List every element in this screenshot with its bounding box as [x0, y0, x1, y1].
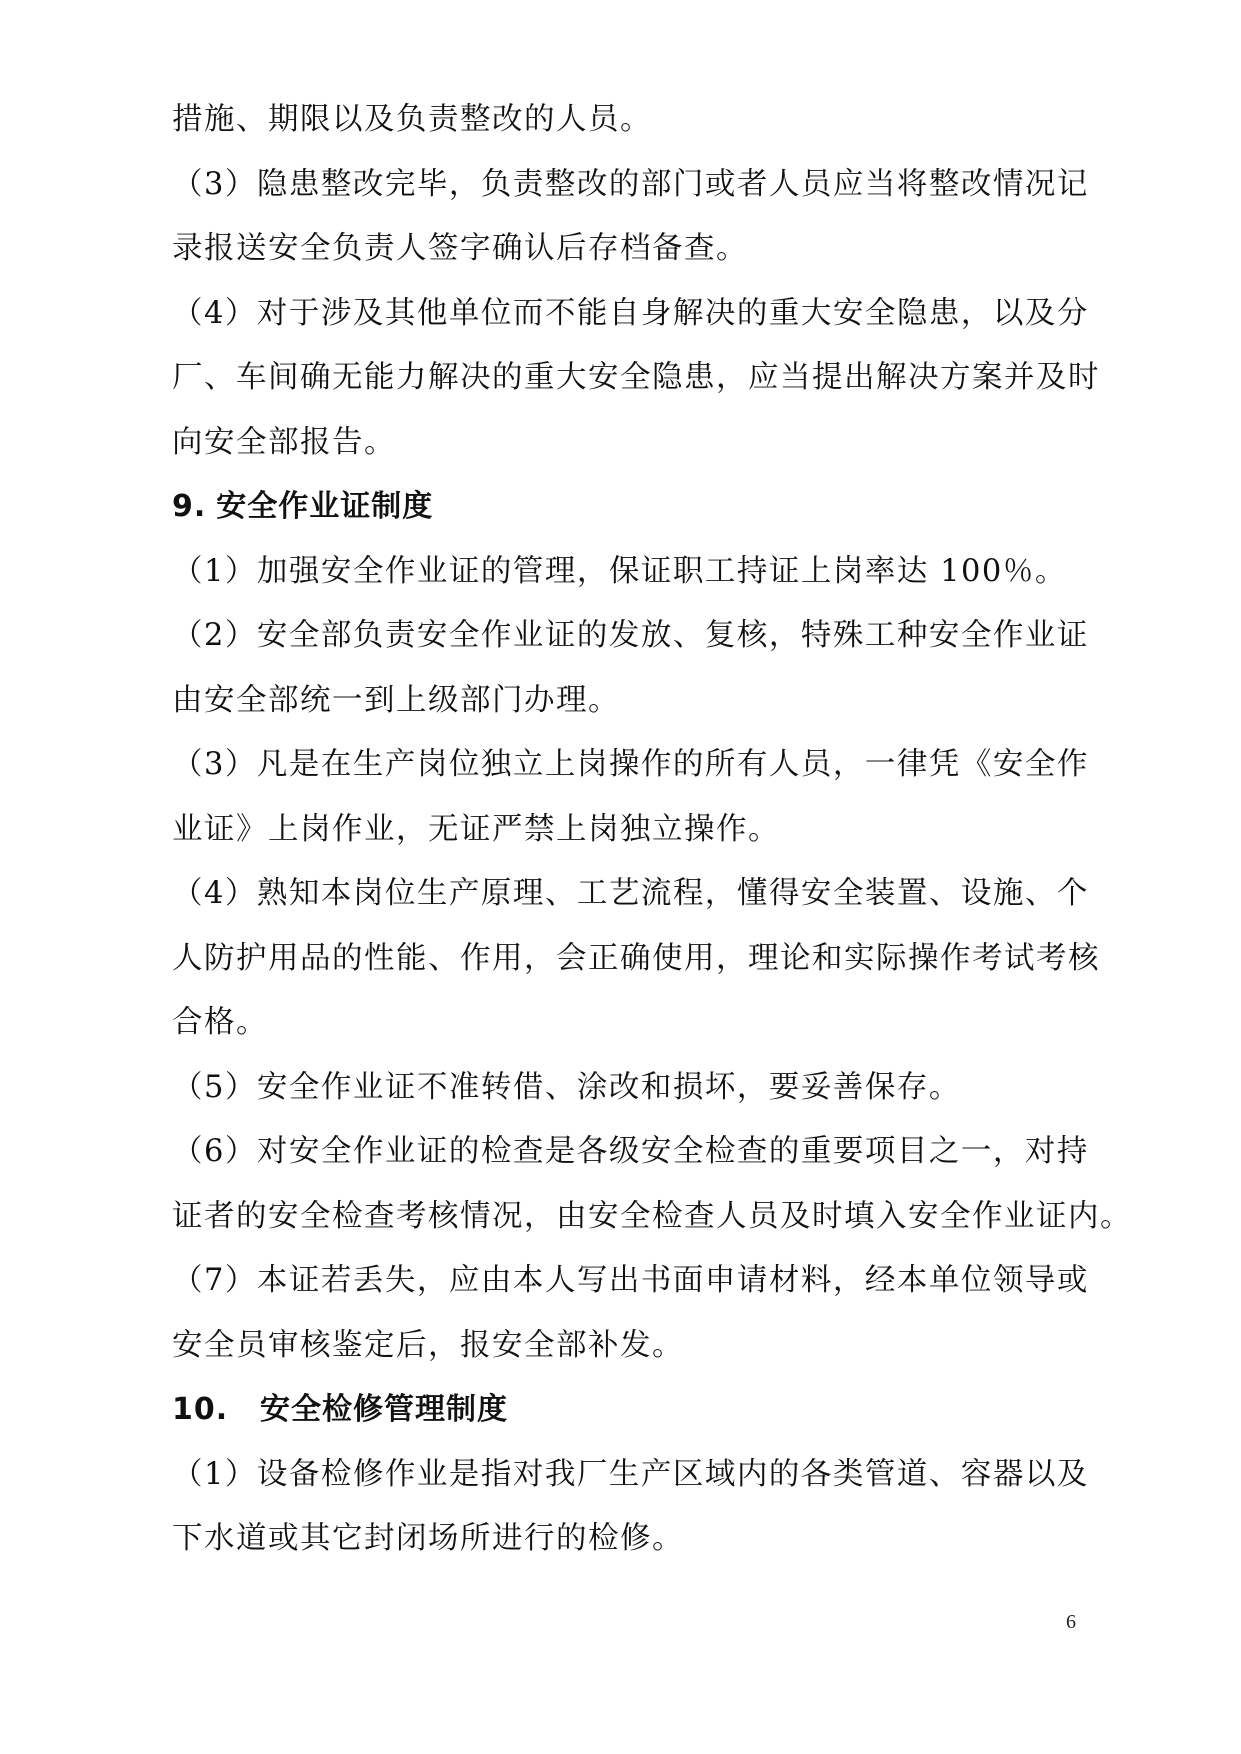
body-line: 合格。 — [172, 1005, 268, 1040]
body-line: （6）对安全作业证的检查是各级安全检查的重要项目之一，对持 — [172, 1134, 1089, 1169]
body-line: 措施、期限以及负责整改的人员。 — [172, 102, 652, 137]
body-line: （7）本证若丢失，应由本人写出书面申请材料，经本单位领导或 — [172, 1263, 1089, 1298]
section-title: 安全检修管理制度 — [260, 1392, 508, 1427]
document-body — [172, 88, 1132, 1572]
page-number: 6 — [1066, 1611, 1076, 1633]
body-line: （3）隐患整改完毕，负责整改的部门或者人员应当将整改情况记 — [172, 166, 1089, 202]
body-line: （2）安全部负责安全作业证的发放、复核，特殊工种安全作业证 — [172, 618, 1089, 653]
section-heading-9 — [172, 475, 1088, 540]
body-line: 业证》上岗作业，无证严禁上岗独立操作。 — [172, 811, 780, 847]
body-line: 下水道或其它封闭场所进行的检修。 — [172, 1521, 684, 1556]
body-line: （1）设备检修作业是指对我厂生产区域内的各类管道、容器以及 — [172, 1456, 1089, 1492]
body-line: 人防护用品的性能、作用，会正确使用，理论和实际操作考试考核 — [172, 940, 1100, 976]
body-line: 安全员审核鉴定后，报安全部补发。 — [172, 1327, 684, 1363]
body-line: 厂、车间确无能力解决的重大安全隐患，应当提出解决方案并及时 — [172, 360, 1100, 395]
body-line: （4）熟知本岗位生产原理、工艺流程，懂得安全装置、设施、个 — [172, 876, 1089, 911]
body-line: （4）对于涉及其他单位而不能自身解决的重大安全隐患，以及分 — [172, 295, 1089, 331]
section-title: 安全作业证制度 — [216, 489, 434, 524]
section-heading-10 — [172, 1378, 1088, 1443]
section-number: 9. — [172, 489, 207, 524]
body-line: 由安全部统一到上级部门办理。 — [172, 682, 620, 718]
body-line: 录报送安全负责人签字确认后存档备查。 — [172, 231, 748, 266]
body-line: 证者的安全检查考核情况，由安全检查人员及时填入安全作业证内。 — [172, 1198, 1132, 1234]
body-line: 向安全部报告。 — [172, 424, 396, 460]
section-number: 10. — [172, 1392, 229, 1427]
body-line: （5）安全作业证不准转借、涂改和损坏，要妥善保存。 — [172, 1069, 961, 1105]
body-line: （1）加强安全作业证的管理，保证职工持证上岗率达 100％。 — [172, 553, 1067, 589]
body-line: （3）凡是在生产岗位独立上岗操作的所有人员，一律凭《安全作 — [172, 747, 1089, 782]
